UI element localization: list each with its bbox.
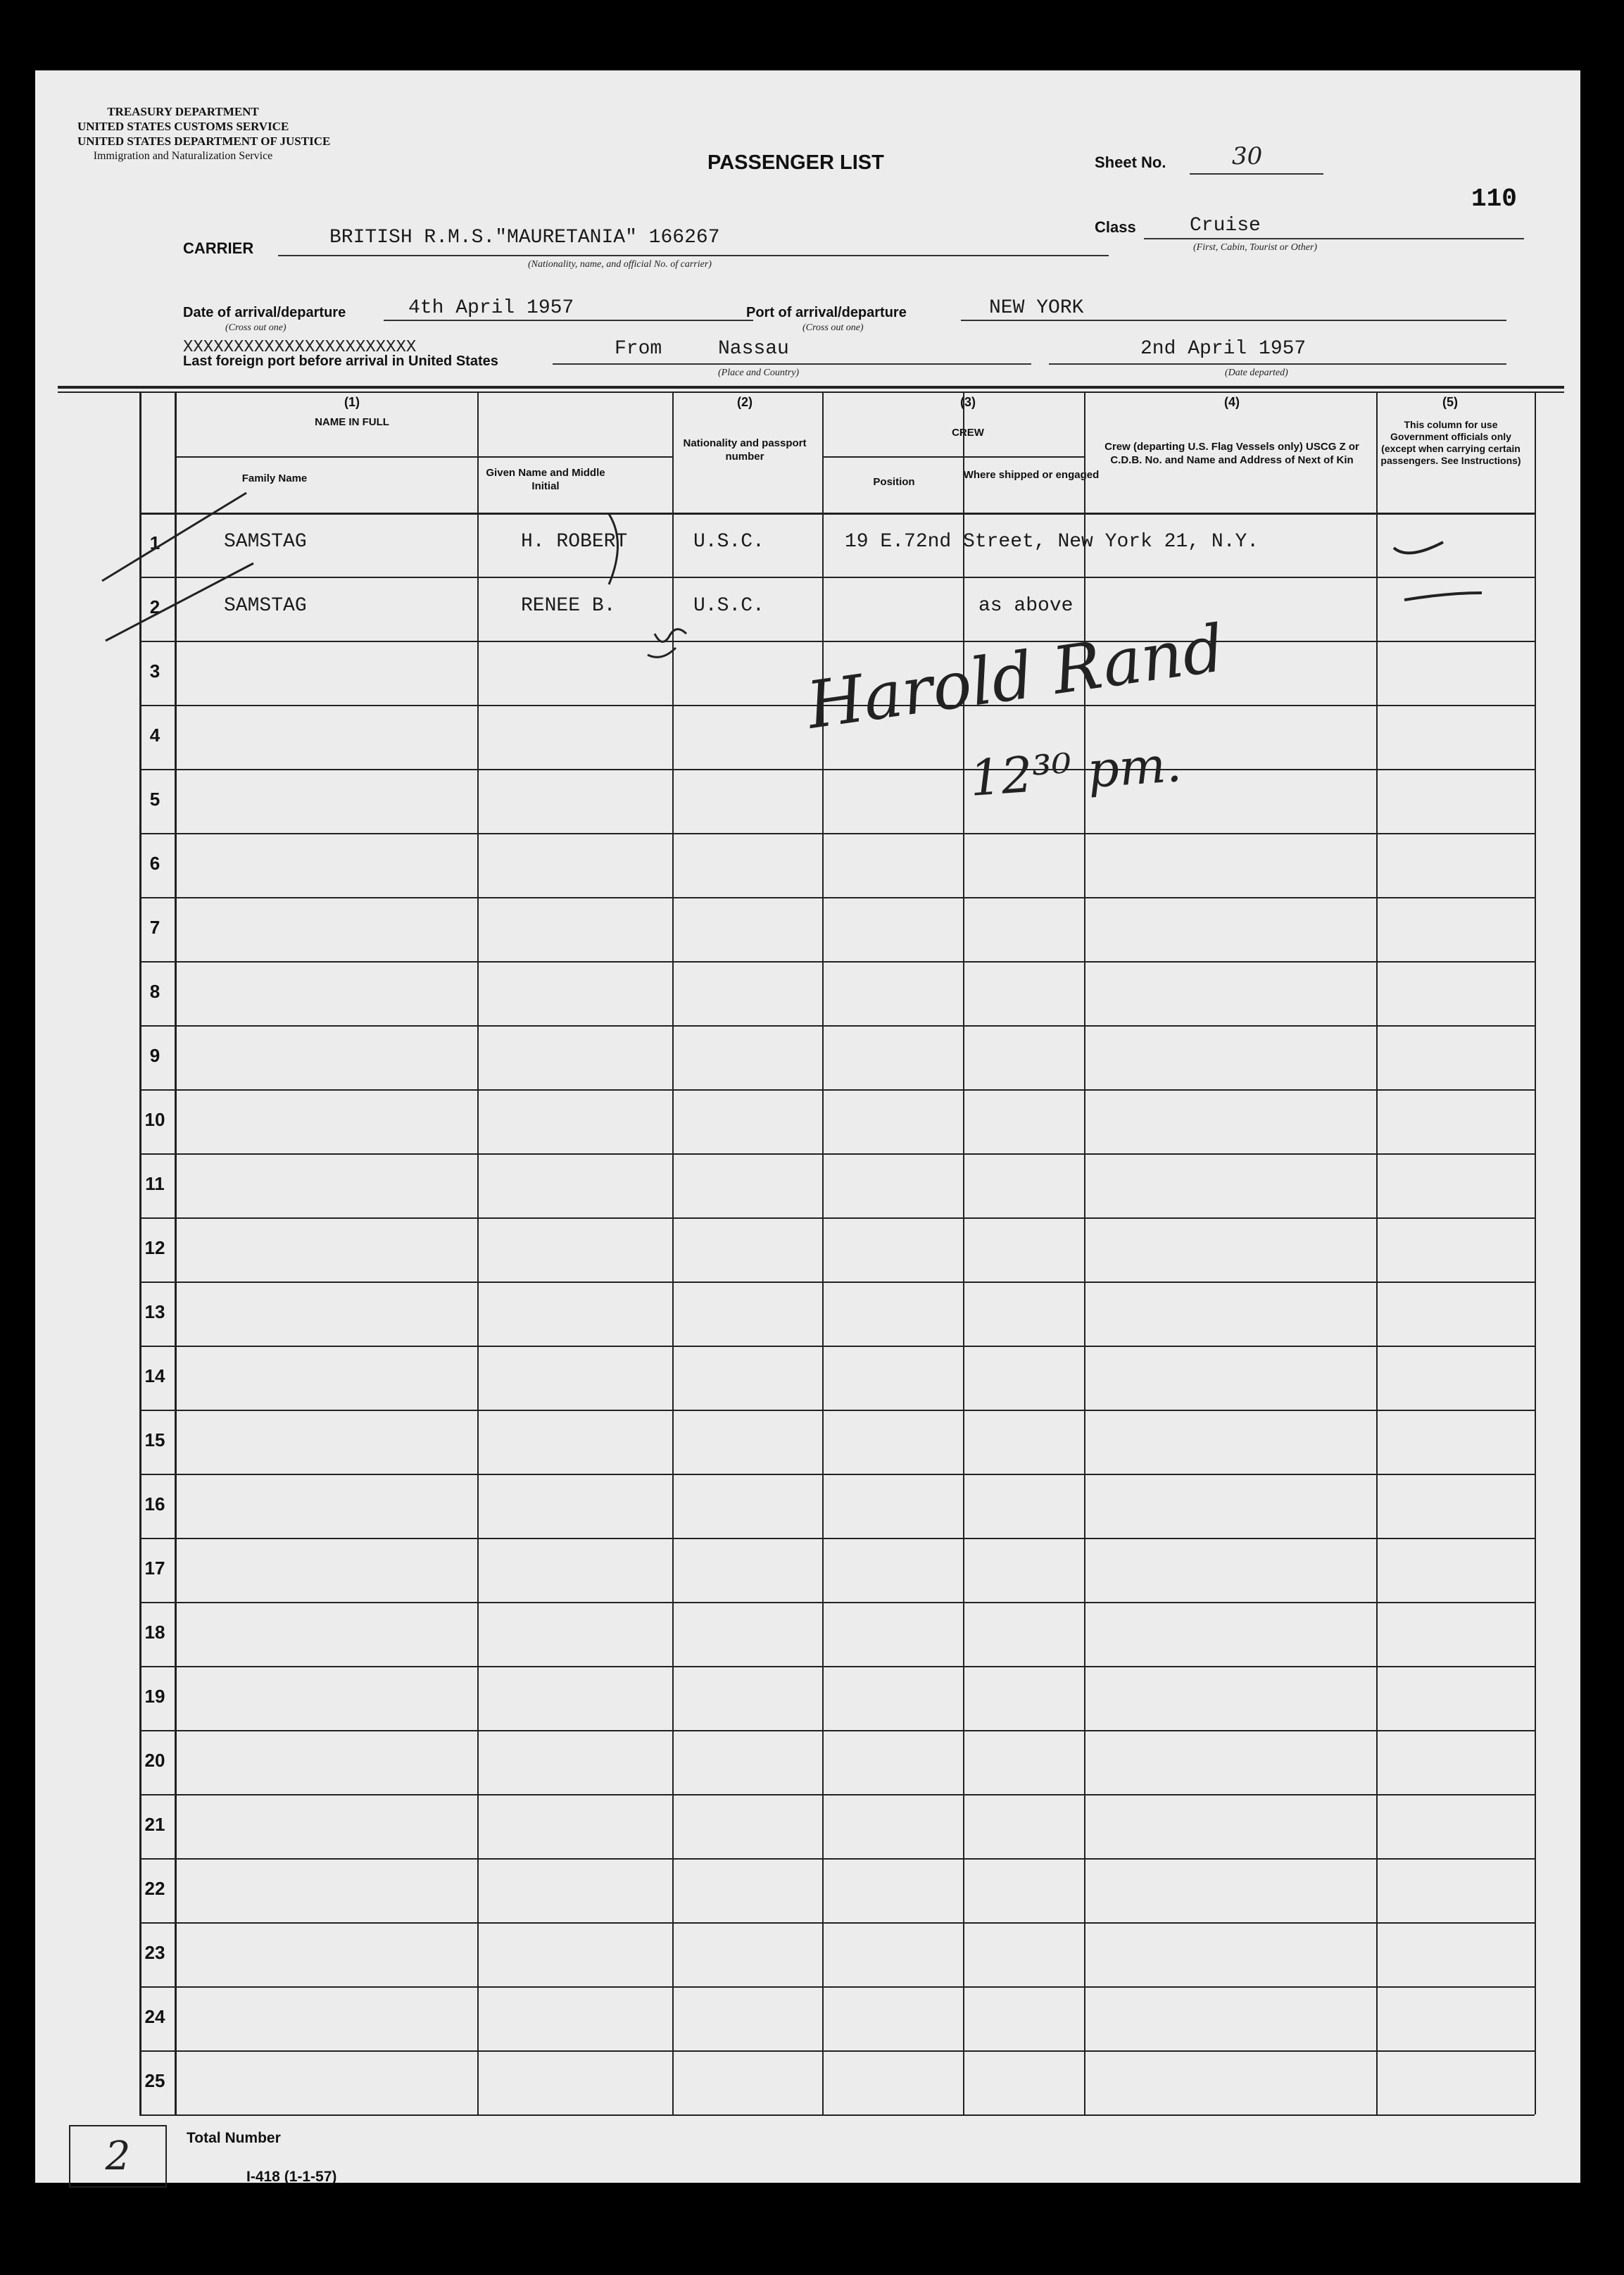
row-number: 13 <box>144 1301 165 1322</box>
row-number: 19 <box>144 1686 165 1707</box>
class-label: Class <box>1095 218 1136 236</box>
form-title: PASSENGER LIST <box>707 151 884 174</box>
row-number: 5 <box>149 789 160 810</box>
row-number: 3 <box>149 660 160 682</box>
col3-num: (3) <box>960 395 976 409</box>
port-value: NEW YORK <box>989 297 1084 319</box>
carrier-value: BRITISH R.M.S."MAURETANIA" 166267 <box>329 227 720 249</box>
total-number-value: 2 <box>105 2133 131 2179</box>
check-mark-1 <box>102 493 246 581</box>
col5-num: (5) <box>1442 395 1458 409</box>
row-number: 6 <box>149 853 160 874</box>
row-number: 1 <box>149 532 160 553</box>
justice-line: UNITED STATES DEPARTMENT OF JUSTICE <box>77 134 331 148</box>
row-number: 22 <box>144 1878 165 1899</box>
row-number: 7 <box>149 917 160 938</box>
mark-renee <box>648 629 686 658</box>
col1-num: (1) <box>344 395 360 409</box>
immigration-line: Immigration and Naturalization Service <box>93 150 273 162</box>
row-number: 8 <box>149 981 160 1002</box>
col1b-header: Given Name and Middle Initial <box>486 467 605 492</box>
row-number: 15 <box>144 1429 165 1450</box>
row-number: 14 <box>144 1365 165 1386</box>
address-cell: as above <box>978 595 1074 617</box>
family-name-cell: SAMSTAG <box>224 531 307 553</box>
arrival-date-value: 4th April 1957 <box>408 297 574 319</box>
date-departed-value: 2nd April 1957 <box>1140 338 1307 360</box>
col4-title: Crew (departing U.S. Flag Vessels only) USCG Z or C.D.B. No. and Name and Address of Next of Kin <box>1104 441 1359 466</box>
date-departed-caption: (Date departed) <box>1225 368 1288 378</box>
row-number: 10 <box>144 1109 165 1130</box>
sheet-label: Sheet No. <box>1095 153 1166 171</box>
page-stamp: 110 <box>1471 184 1517 213</box>
handwritten-time: 12³⁰ pm. <box>968 735 1183 808</box>
total-box <box>69 2125 167 2188</box>
col3-title: CREW <box>952 427 984 439</box>
row-number: 20 <box>144 1750 165 1771</box>
col3a-header: Position <box>873 476 915 488</box>
row-number: 12 <box>144 1237 165 1258</box>
family-name-cell: SAMSTAG <box>224 595 307 617</box>
col4-num: (4) <box>1224 395 1240 409</box>
nationality-cell: U.S.C. <box>693 531 764 553</box>
row-number: 17 <box>144 1558 165 1579</box>
col3b-header: Where shipped or engaged <box>963 469 1100 481</box>
handwritten-signature: Harold Rand <box>802 610 1229 744</box>
row-number: 23 <box>144 1942 165 1963</box>
crossed-out-text: XXXXXXXXXXXXXXXXXXXXXXX <box>183 338 417 357</box>
date-label: Date of arrival/departure <box>183 305 346 320</box>
col2-title: Nationality and passport number <box>683 437 807 463</box>
carrier-caption: (Nationality, name, and official No. of carrier) <box>528 259 712 270</box>
address-cell: 19 E.72nd Street, New York 21, N.Y. <box>845 531 1259 553</box>
row-number: 16 <box>144 1493 165 1515</box>
given-name-cell: H. ROBERT <box>521 531 628 553</box>
col2-num: (2) <box>737 395 753 409</box>
col1-title: NAME IN FULL <box>315 416 389 428</box>
row-number: 18 <box>144 1622 165 1643</box>
class-caption: (First, Cabin, Tourist or Other) <box>1193 242 1318 253</box>
col5-title: This column for use Government officials only (except when carrying certain passengers. See Instructions) <box>1380 419 1521 466</box>
form-number: I-418 (1-1-57) <box>246 2169 337 2185</box>
row-number: 9 <box>149 1045 160 1066</box>
carrier-label: CARRIER <box>183 239 254 257</box>
last-port-from: From <box>615 338 662 360</box>
col5-tick-1 <box>1394 542 1443 553</box>
nationality-cell: U.S.C. <box>693 595 764 617</box>
col1a-header: Family Name <box>241 472 308 484</box>
col5-tick-2 <box>1404 593 1482 600</box>
customs-line: UNITED STATES CUSTOMS SERVICE <box>77 120 289 133</box>
row-number: 11 <box>145 1173 165 1194</box>
treasury-line: TREASURY DEPARTMENT <box>107 105 259 118</box>
row-number: 2 <box>149 596 160 618</box>
check-mark-2 <box>106 563 253 641</box>
port-caption: (Cross out one) <box>802 322 864 333</box>
total-number-label: Total Number <box>187 2130 281 2146</box>
handwritten-marks <box>35 70 1580 2183</box>
date-caption: (Cross out one) <box>225 322 287 333</box>
sheet-number: 30 <box>1232 142 1263 170</box>
given-name-bracket <box>609 514 618 584</box>
class-value: Cruise <box>1190 215 1261 237</box>
row-number: 25 <box>144 2070 165 2091</box>
passenger-list-form <box>35 70 1580 2183</box>
last-port-label: Last foreign port before arrival in United States <box>183 353 498 369</box>
last-port-caption: (Place and Country) <box>718 368 800 378</box>
given-name-cell: RENEE B. <box>521 595 616 617</box>
row-number: 4 <box>149 725 160 746</box>
row-number: 21 <box>144 1814 165 1835</box>
last-port-value: Nassau <box>718 338 789 360</box>
port-label: Port of arrival/departure <box>746 305 907 320</box>
row-number: 24 <box>144 2006 165 2027</box>
